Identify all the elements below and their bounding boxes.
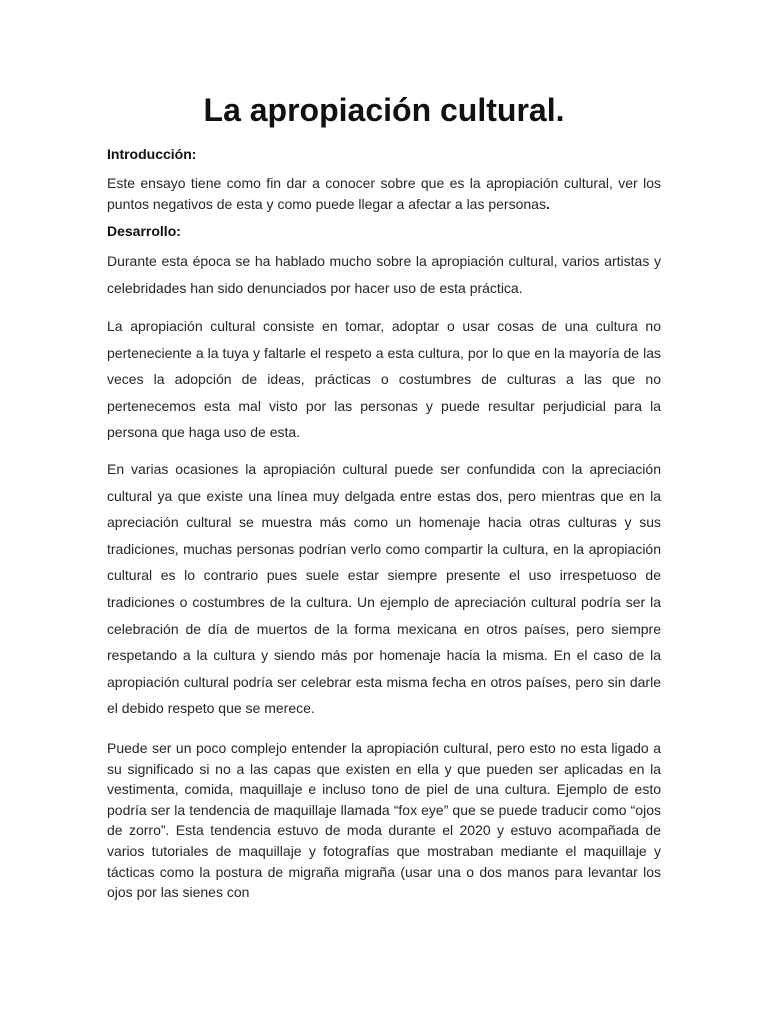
introduction-period: . <box>545 196 550 212</box>
introduction-paragraph <box>107 173 661 215</box>
body-paragraph-1: Durante esta época se ha hablado mucho sobre la apropiación cultural, varios artistas y celebridades han sido denunciados por hacer uso de esta práctica. <box>107 253 661 296</box>
body-paragraph-3: En varias ocasiones la apropiación cultural puede ser confundida con la apreciación cultural ya que existe una línea muy delgada entre estas dos, pero mientras que en la apreciación cultural se muestra más como un homenaje hacia otras culturas y sus tradiciones, muchas personas podrían verlo como compartir la cultura, en la apropiación cultural es lo contrario pues suele estar siempre presente el uso irrespetuoso de tradiciones o costumbres de la cultura. Un ejemplo de apreciación cultural podría ser la celebración de día de muertos de la forma mexicana en otros países, pero siempre respetando a la cultura y siendo más por homenaje hacia la misma. En el caso de la apropiación cultural podría ser celebrar esta misma fecha en otros países, pero sin darle el debido respeto que se merece. <box>107 461 661 717</box>
document-title: La apropiación cultural. <box>203 92 565 128</box>
introduction-heading: Introducción: <box>107 146 197 162</box>
introduction-text: Este ensayo tiene como fin dar a conocer sobre que es la apropiación cultural, ver los puntos negativos de esta y como puede llegar a afectar a las personas <box>107 175 661 212</box>
body-paragraph-4: Puede ser un poco complejo entender la apropiación cultural, pero esto no esta ligado a su significado si no a las capas que existen en ella y que pueden ser aplicadas en la vestimenta, comida, maquillaje e incluso tono de piel de una cultura. Ejemplo de esto podría ser la tendencia de maquillaje llamada “fox eye” que se puede traducir como “ojos de zorro”. Esta tendencia estuvo de moda durante el 2020 y estuvo acompañada de varios tutoriales de maquillaje y fotografías que mostraban mediante el maquillaje y tácticas como la postura de migraña migraña (usar una o dos manos para levantar los ojos por las sienes con <box>107 740 661 901</box>
development-heading: Desarrollo: <box>107 223 181 239</box>
body-paragraph-2: La apropiación cultural consiste en tomar, adoptar o usar cosas de una cultura no perteneciente a la tuya y faltarle el respeto a esta cultura, por lo que en la mayoría de las veces la adopción de ideas, prácticas o costumbres de culturas a las que no pertenecemos esta mal visto por las personas y puede resultar perjudicial para la persona que haga uso de esta. <box>107 318 661 441</box>
